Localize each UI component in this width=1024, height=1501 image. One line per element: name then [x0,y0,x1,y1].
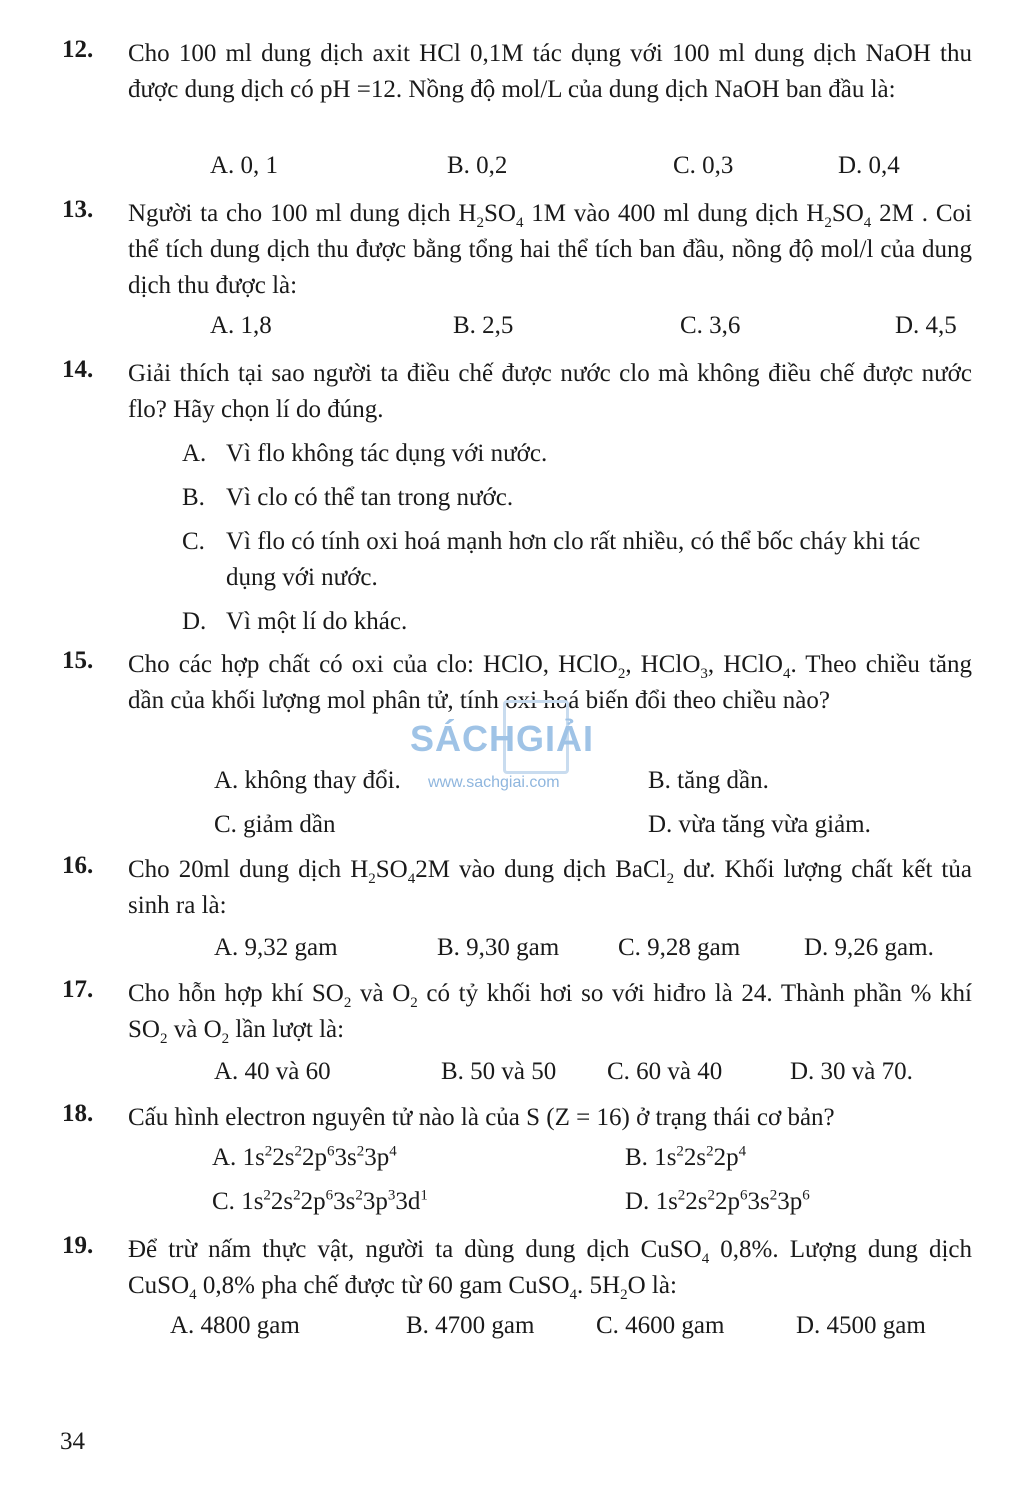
question-number: 15. [62,647,94,674]
question-text: Để trừ nấm thực vật, người ta dùng dung dịch CuSO$_4$ 0,8%. Lượng dung dịch CuSO$_4$ 0,8% pha chế được từ 60 gam CuSO$_4$. $5H_2O$ là: [128,1236,972,1303]
option-c: C. 0,3 [673,152,734,179]
option-c: C. 60 và 40 [607,1058,723,1085]
option-b: B. 50 và 50 [441,1058,557,1085]
question-text: Cấu hình electron nguyên tử nào là của S (Z = 16) ở trạng thái cơ bản? [128,1104,835,1131]
option-text: Vì một lí do khác. [226,608,408,635]
question-text: Cho 100 ml dung dịch axit HCl 0,1M tác dụng với 100 ml dung dịch NaOH thu được dung dịch có pH =12. Nồng độ mol/L của dung dịch NaOH ban đầu là: [128,40,972,103]
option-letter: B. [182,484,205,511]
option-letter: D. [182,608,207,635]
option-text: Vì clo có thể tan trong nước. [226,484,514,511]
question-text: Người ta cho 100 ml dung dịch $H_2SO_4$ 1M vào 400 ml dung dịch $H_2SO_4$ 2M . Coi thể tích dung dịch thu được bằng tổng hai thể tích ban đầu, nồng độ mol/l của dung dịch thu được là: [128,200,972,299]
option-a: A. $1s^22s^22p^63s^23p^4$ [212,1143,397,1171]
question-text: Cho các hợp chất có oxi của clo: HClO, HClO$_2$, HClO$_3$, HClO$_4$. Theo chiều tăng dần của khối lượng mol phân tử, tính oxi hoá biến đổi theo chiều nào? [128,651,972,714]
option-b: B. 4700 gam [406,1312,535,1339]
option-d: D. 4500 gam [796,1312,926,1339]
page-number: 34 [60,1428,85,1455]
option-a: A. 4800 gam [170,1312,300,1339]
option-c: C. 9,28 gam [618,934,741,961]
option-letter: C. [182,528,205,555]
question-text: Giải thích tại sao người ta điều chế được nước clo mà không điều chế được nước flo? Hãy chọn lí do đúng. [128,360,972,423]
question-number: 16. [62,852,94,879]
option-a: A. 0, 1 [210,152,279,179]
option-a: A. 9,32 gam [214,934,338,961]
question-text: Cho hỗn hợp khí $SO_2$ và $O_2$ có tỷ khối hơi so với hiđro là 24. Thành phần % khí $SO_2$ và $O_2$ lần lượt là: [128,980,972,1047]
question-number: 13. [62,196,94,223]
question-number: 17. [62,976,94,1003]
question-number: 19. [62,1232,94,1259]
option-text: Vì flo có tính oxi hoá mạnh hơn clo rất nhiều, có thể bốc cháy khi tác dụng với nước. [226,528,921,591]
watermark-logo: SÁCHGIẢI [410,718,595,759]
option-d: D. $1s^22s^22p^63s^23p^6$ [625,1187,810,1215]
option-letter: A. [182,440,207,467]
option-b: B. 9,30 gam [437,934,560,961]
option-d: D. 4,5 [895,312,957,339]
option-b: B. 0,2 [447,152,508,179]
option-a: A. 40 và 60 [214,1058,331,1085]
option-b: B. $1s^22s^22p^4$ [625,1143,747,1171]
option-d: D. 30 và 70. [790,1058,913,1085]
option-c: C. $1s^22s^22p^63s^23p^33d^1$ [212,1187,428,1215]
question-text: Cho 20ml dung dịch $H_2SO_42M$ vào dung dịch BaCl$_2$ dư. Khối lượng chất kết tủa sinh ra là: [128,856,972,919]
option-c: C. 3,6 [680,312,741,339]
option-text: Vì flo không tác dụng với nước. [226,440,548,467]
option-c: C. giảm dần [214,811,336,838]
option-a: A. 1,8 [210,312,272,339]
question-number: 12. [62,36,94,63]
option-a: A. không thay đổi. [214,767,401,794]
question-number: 14. [62,356,94,383]
option-b: B. 2,5 [453,312,514,339]
watermark-url: www.sachgiai.com [428,774,560,791]
watermark [408,690,648,800]
option-b: B. tăng dần. [648,767,769,794]
option-d: D. 0,4 [838,152,900,179]
option-c: C. 4600 gam [596,1312,725,1339]
option-d: D. 9,26 gam. [804,934,934,961]
option-d: D. vừa tăng vừa giảm. [648,811,871,838]
question-number: 18. [62,1100,94,1127]
